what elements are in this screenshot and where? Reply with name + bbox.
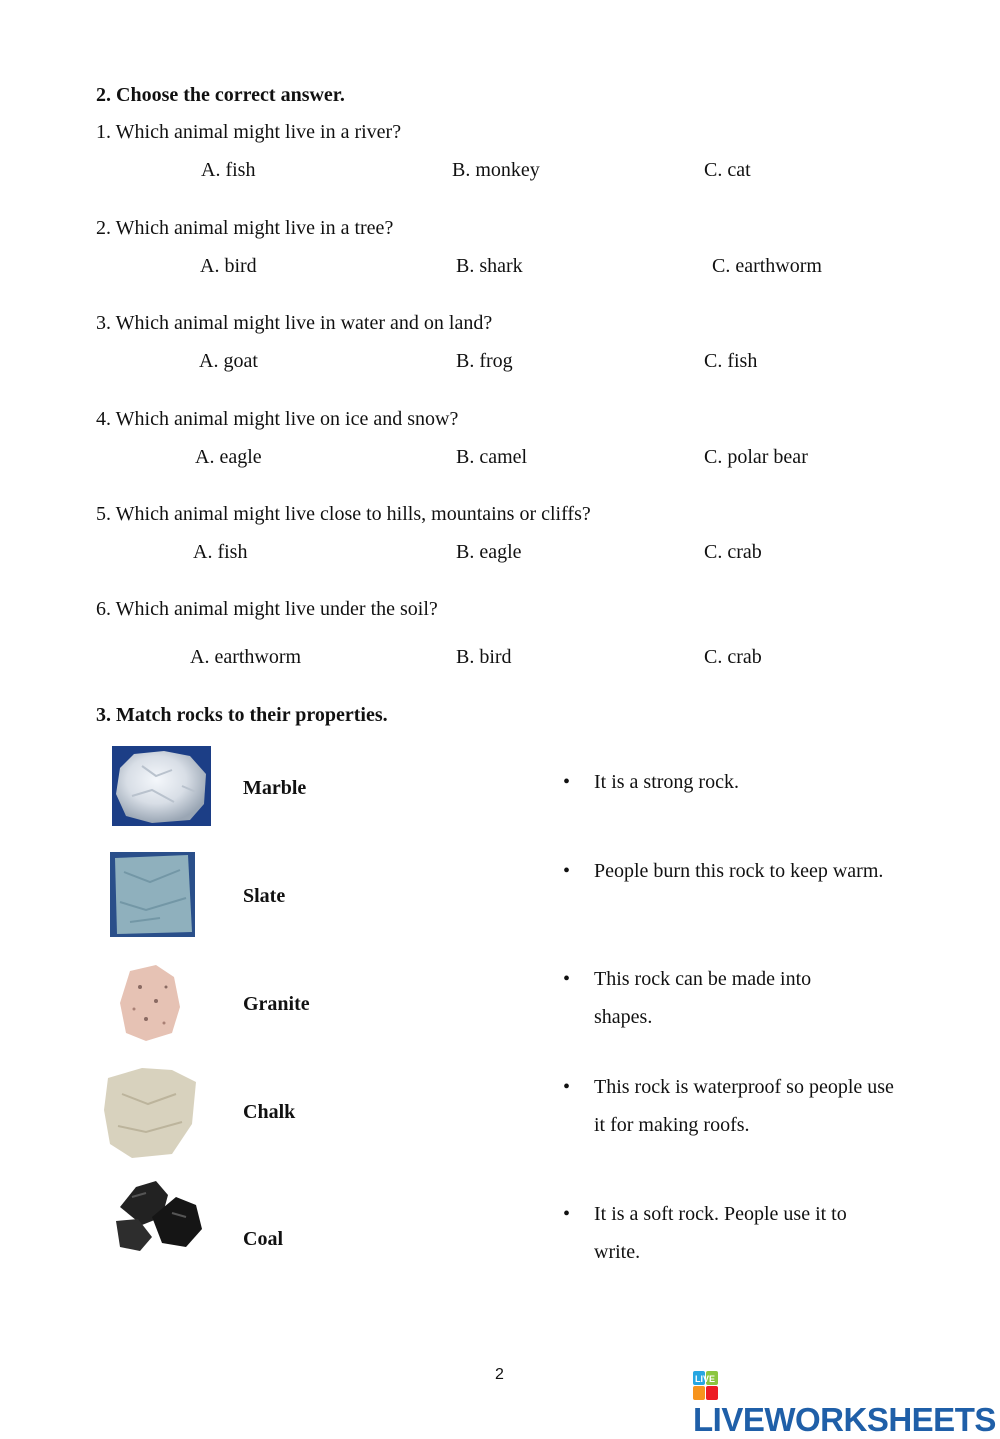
- q5-option-b[interactable]: B. eagle: [456, 541, 522, 563]
- marble-image: [112, 746, 211, 826]
- granite-image: [116, 963, 182, 1043]
- property-5[interactable]: It is a soft rock. People use it to write.: [594, 1203, 847, 1263]
- question-3: 3. Which animal might live in water and on land?: [96, 312, 493, 334]
- q4-option-b[interactable]: B. camel: [456, 446, 528, 468]
- slate-image: [110, 852, 195, 937]
- q1-option-c[interactable]: C. cat: [704, 159, 751, 181]
- q2-option-c[interactable]: C. earthworm: [712, 255, 822, 277]
- question-2: 2. Which animal might live in a tree?: [96, 217, 394, 239]
- property-4[interactable]: This rock is waterproof so people use it for making roofs.: [594, 1076, 894, 1136]
- q1-option-b[interactable]: B. monkey: [452, 159, 540, 181]
- q3-option-a[interactable]: A. goat: [199, 350, 258, 372]
- q5-option-c[interactable]: C. crab: [704, 541, 762, 563]
- question-1: 1. Which animal might live in a river?: [96, 121, 402, 143]
- rock-marble[interactable]: Marble: [243, 777, 307, 799]
- section-2-title: 2. Choose the correct answer.: [96, 84, 345, 106]
- q5-option-a[interactable]: A. fish: [193, 541, 248, 563]
- q6-option-c[interactable]: C. crab: [704, 646, 762, 668]
- q4-option-c[interactable]: C. polar bear: [704, 446, 808, 468]
- q3-option-c[interactable]: C. fish: [704, 350, 758, 372]
- q6-option-b[interactable]: B. bird: [456, 646, 512, 668]
- q2-option-b[interactable]: B. shark: [456, 255, 523, 277]
- rock-coal[interactable]: Coal: [243, 1228, 283, 1250]
- section-3-title: 3. Match rocks to their properties.: [96, 704, 388, 726]
- property-3[interactable]: This rock can be made into shapes.: [594, 968, 812, 1028]
- question-4: 4. Which animal might live on ice and snow?: [96, 408, 459, 430]
- logo-mark-icon: [693, 1371, 719, 1401]
- bullet-icon: •: [563, 1076, 571, 1098]
- bullet-icon: •: [563, 968, 571, 990]
- bullet-icon: •: [563, 771, 571, 793]
- coal-image: [112, 1177, 204, 1253]
- logo-mark-letters: LIVE: [695, 1374, 716, 1384]
- bullet-icon: •: [563, 860, 571, 882]
- question-6: 6. Which animal might live under the soil?: [96, 598, 438, 620]
- property-1[interactable]: It is a strong rock.: [594, 771, 739, 793]
- property-2[interactable]: People burn this rock to keep warm.: [594, 860, 884, 882]
- q2-option-a[interactable]: A. bird: [200, 255, 257, 277]
- rock-granite[interactable]: Granite: [243, 993, 310, 1015]
- page-number: 2: [495, 1366, 504, 1383]
- q6-option-a[interactable]: A. earthworm: [190, 646, 302, 668]
- rock-chalk[interactable]: Chalk: [243, 1101, 296, 1123]
- chalk-image: [102, 1064, 200, 1160]
- rock-slate[interactable]: Slate: [243, 885, 286, 907]
- q4-option-a[interactable]: A. eagle: [195, 446, 262, 468]
- bullet-icon: •: [563, 1203, 571, 1225]
- liveworksheets-logo[interactable]: [693, 1371, 1000, 1438]
- q1-option-a[interactable]: A. fish: [201, 159, 256, 181]
- q3-option-b[interactable]: B. frog: [456, 350, 513, 372]
- question-5: 5. Which animal might live close to hills, mountains or cliffs?: [96, 503, 591, 525]
- logo-text: LIVEWORKSHEETS: [693, 1401, 996, 1438]
